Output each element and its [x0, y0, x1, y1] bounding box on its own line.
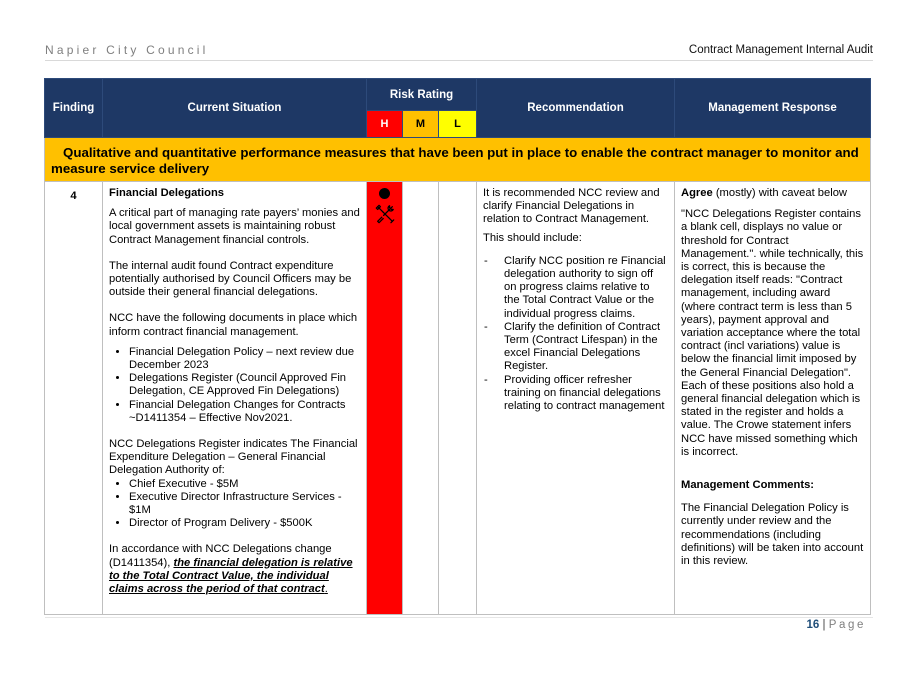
- section-banner-text: Qualitative and quantitative performance measures that have been put in place to enable the contract manager to monitor and measure service delivery: [51, 145, 859, 176]
- finding-number: 4: [45, 182, 103, 615]
- risk-low-label: L: [439, 111, 477, 138]
- delegation-authority-list: [109, 478, 360, 531]
- agree-label: Agree: [681, 187, 713, 199]
- paragraph-tail: .: [324, 583, 328, 596]
- documents-list: [109, 346, 360, 425]
- list-item: • Chief Executive - $5M: [129, 478, 360, 491]
- column-header-management-response: Management Response: [675, 79, 871, 138]
- risk-low-indicator: [439, 182, 477, 615]
- management-comments-heading: Management Comments:: [681, 479, 815, 492]
- page-number: 16: [806, 619, 820, 631]
- list-item: • Executive Director Infrastructure Services - $1M: [129, 491, 360, 517]
- column-header-risk-rating: Risk Rating: [367, 79, 477, 111]
- current-paragraph-2: The internal audit found Contract expenditure potentially authorised by Council Officers may be outside their general financial delegations.: [109, 259, 352, 299]
- current-situation-cell: [103, 182, 367, 615]
- management-comments: The Financial Delegation Policy is currently under review and the recommendations (including definitions) will be taken into account in this review.: [681, 502, 864, 568]
- management-quote: "NCC Delegations Register contains a blank cell, displays no value or threshold for Contract Management.". while technically, this is correct, this is because the delegation itself reads: "Contract management, including award (where contract term is less than 5 years), payment approval and variation acceptance where the total contract (incl variations) value is below the financial limit imposed by the General Financial Delegation". Each of these positions also hold a general financial delegation which is stated in the register and holds a value. The Crowe statement infers NCC have missed something which is incorrect.: [681, 208, 864, 458]
- column-header-current-situation: Current Situation: [103, 79, 367, 138]
- paragraph-lead: In accordance with NCC Delegations change (D1411354),: [109, 543, 332, 569]
- current-paragraph-4: NCC Delegations Register indicates The Financial Expenditure Delegation – General Financial Delegation Authority of:: [109, 438, 358, 477]
- list-item: - Providing officer refresher training on financial delegations relating to contract management: [483, 374, 668, 414]
- list-item: • Financial Delegation Policy – next review due December 2023: [129, 346, 360, 372]
- page-separator: |: [822, 619, 826, 631]
- recommendation-paragraph-1: It is recommended NCC review and clarify Financial Delegations in relation to Contract Management.: [483, 187, 660, 226]
- agree-caveat: (mostly) with caveat below: [712, 187, 848, 199]
- page-footer: [807, 619, 866, 631]
- risk-high-label: H: [367, 111, 403, 138]
- filled-circle-icon: [379, 188, 390, 199]
- agreement-statement: [681, 187, 864, 200]
- list-item: • Director of Program Delivery - $500K: [129, 517, 360, 530]
- document-title: Contract Management Internal Audit: [688, 44, 873, 56]
- audit-findings-table: [44, 78, 871, 615]
- list-item: - Clarify NCC position re Financial delegation authority to sign off on progress claims relative to the Total Contract Value or the individual progress claims.: [483, 255, 668, 321]
- column-header-finding: Finding: [45, 79, 103, 138]
- current-paragraph-1: A critical part of managing rate payers’ monies and local government assets is maintaining robust Contract Management financial controls.: [109, 207, 360, 246]
- management-response-cell: [675, 182, 871, 615]
- risk-medium-label: M: [403, 111, 439, 138]
- list-item: • Delegations Register (Council Approved Fin Delegation, CE Approved Fin Delegations): [129, 372, 360, 398]
- tools-icon: [374, 203, 396, 225]
- emphasized-statement: the financial delegation is relative to the Total Contract Value, the individual claims across the period of that contract: [109, 556, 353, 596]
- risk-high-indicator: [367, 182, 403, 615]
- recommendation-paragraph-2: This should include:: [483, 231, 582, 244]
- risk-medium-indicator: [403, 182, 439, 615]
- list-item: • Financial Delegation Changes for Contracts ~D1411354 – Effective Nov2021.: [129, 399, 360, 425]
- column-header-recommendation: Recommendation: [477, 79, 675, 138]
- recommendation-cell: [477, 182, 675, 615]
- finding-title: Financial Delegations: [109, 187, 225, 199]
- organization-name: Napier City Council: [45, 43, 209, 57]
- section-banner: [45, 138, 871, 182]
- list-item: - Clarify the definition of Contract Term (Contract Lifespan) in the excel Financial Delegations Register.: [483, 321, 668, 374]
- footer-divider: [45, 617, 873, 618]
- header-divider: [45, 60, 873, 61]
- page-label: Page: [828, 619, 866, 631]
- current-paragraph-5: [109, 543, 360, 596]
- recommendation-list: [483, 255, 668, 413]
- current-paragraph-3: NCC have the following documents in place which inform contract financial management.: [109, 312, 358, 338]
